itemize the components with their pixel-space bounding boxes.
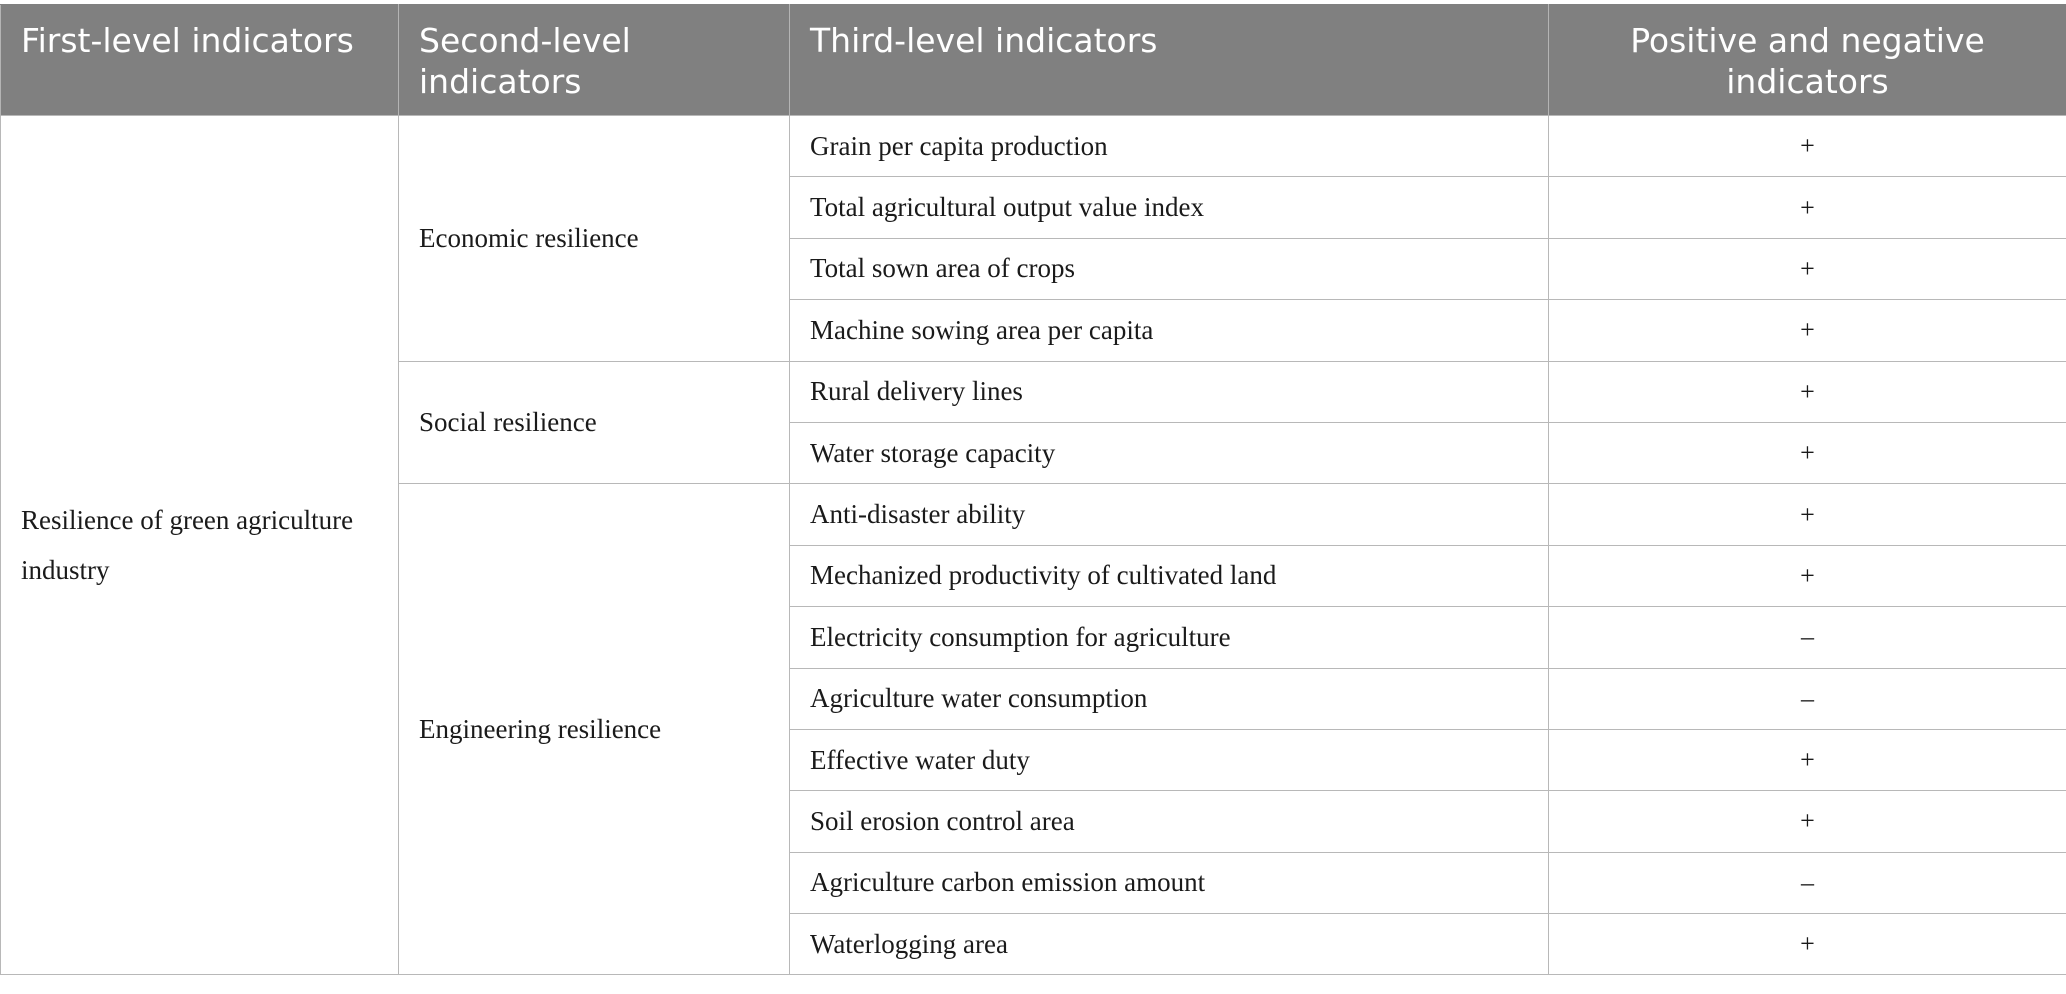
third-level-cell: Soil erosion control area [790,791,1549,852]
header-row [1,5,2066,116]
third-level-cell: Electricity consumption for agriculture [790,607,1549,668]
sign-cell: + [1549,791,2066,852]
third-level-cell: Anti-disaster ability [790,484,1549,545]
indicator-table [0,4,2066,975]
sign-cell: + [1549,422,2066,483]
sign-cell: + [1549,238,2066,299]
third-level-cell: Effective water duty [790,729,1549,790]
second-level-cell: Social resilience [399,361,790,484]
third-level-cell: Agriculture water consumption [790,668,1549,729]
header-sign: Positive and negative indicators [1549,5,2066,116]
table-header [1,5,2066,116]
sign-cell: – [1549,668,2066,729]
third-level-cell: Agriculture carbon emission amount [790,852,1549,913]
third-level-cell: Machine sowing area per capita [790,300,1549,361]
header-first-level: First-level indicators [1,5,399,116]
sign-cell: – [1549,852,2066,913]
third-level-cell: Total agricultural output value index [790,177,1549,238]
third-level-cell: Total sown area of crops [790,238,1549,299]
third-level-cell: Water storage capacity [790,422,1549,483]
sign-cell: + [1549,116,2066,177]
sign-cell: – [1549,607,2066,668]
sign-cell: + [1549,914,2066,975]
header-second-level: Second-level indicators [399,5,790,116]
third-level-cell: Mechanized productivity of cultivated land [790,545,1549,606]
third-level-cell: Grain per capita production [790,116,1549,177]
header-third-level: Third-level indicators [790,5,1549,116]
first-level-cell: Resilience of green agriculture industry [1,116,399,975]
sign-cell: + [1549,177,2066,238]
second-level-cell: Economic resilience [399,116,790,362]
table-row [1,116,2066,177]
third-level-cell: Waterlogging area [790,914,1549,975]
second-level-cell: Engineering resilience [399,484,790,975]
third-level-cell: Rural delivery lines [790,361,1549,422]
table-body [1,116,2066,975]
sign-cell: + [1549,300,2066,361]
sign-cell: + [1549,545,2066,606]
sign-cell: + [1549,484,2066,545]
sign-cell: + [1549,729,2066,790]
sign-cell: + [1549,361,2066,422]
